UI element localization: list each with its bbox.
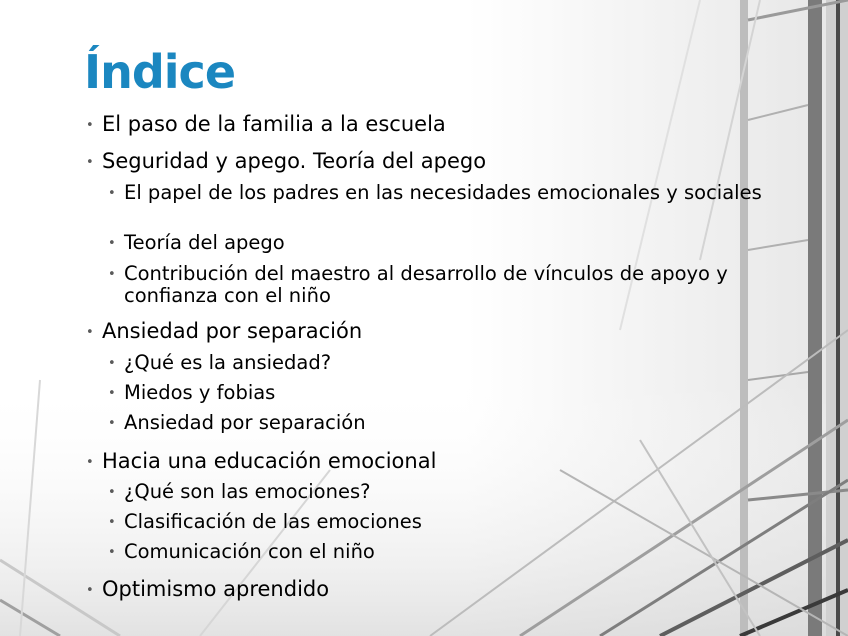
bullet-icon: • — [108, 267, 116, 282]
list-item-text: ¿Qué es la ansiedad? — [124, 351, 332, 374]
bullet-icon: • — [86, 155, 94, 170]
list-item-text: Clasificación de las emociones — [124, 510, 422, 533]
list-item — [86, 150, 486, 172]
list-item — [108, 352, 764, 374]
list-item — [108, 541, 764, 563]
list-item-text: Miedos y fobias — [124, 381, 276, 404]
list-item — [108, 182, 764, 204]
list-item-text: El paso de la familia a la escuela — [102, 112, 446, 136]
bullet-icon: • — [108, 386, 116, 401]
bullet-icon: • — [108, 515, 116, 530]
bullet-icon: • — [86, 325, 94, 340]
list-item-text: Hacia una educación emocional — [102, 449, 437, 473]
list-item — [108, 263, 764, 307]
list-item — [86, 450, 436, 472]
list-item — [108, 382, 764, 404]
list-item-text: Teoría del apego — [124, 231, 285, 254]
list-item — [86, 578, 329, 600]
bullet-icon: • — [86, 583, 94, 598]
bullet-icon: • — [108, 416, 116, 431]
bullet-icon: • — [108, 545, 116, 560]
bullet-icon: • — [108, 236, 116, 251]
list-item-text: Optimismo aprendido — [102, 577, 330, 601]
bullet-icon: • — [86, 455, 94, 470]
slide-title: Índice — [84, 45, 236, 99]
list-item-text: Comunicación con el niño — [124, 540, 375, 563]
list-item — [86, 320, 362, 342]
bullet-icon: • — [86, 118, 94, 133]
bullet-icon: • — [108, 356, 116, 371]
list-item — [108, 511, 764, 533]
list-item-text: Seguridad y apego. Teoría del apego — [102, 149, 487, 173]
bullet-icon: • — [108, 485, 116, 500]
bullet-icon: • — [108, 186, 116, 201]
list-item-text: Ansiedad por separación — [124, 411, 366, 434]
list-item-text: Contribución del maestro al desarrollo de vínculos de apoyo y confianza con el niño — [124, 262, 728, 307]
list-item — [86, 113, 446, 135]
list-item — [108, 412, 764, 434]
list-item-text: ¿Qué son las emociones? — [124, 480, 371, 503]
list-item — [108, 232, 764, 254]
list-item — [108, 481, 764, 503]
list-item-text: Ansiedad por separación — [102, 319, 363, 343]
list-item-text: El papel de los padres en las necesidades emocionales y sociales — [124, 181, 762, 204]
